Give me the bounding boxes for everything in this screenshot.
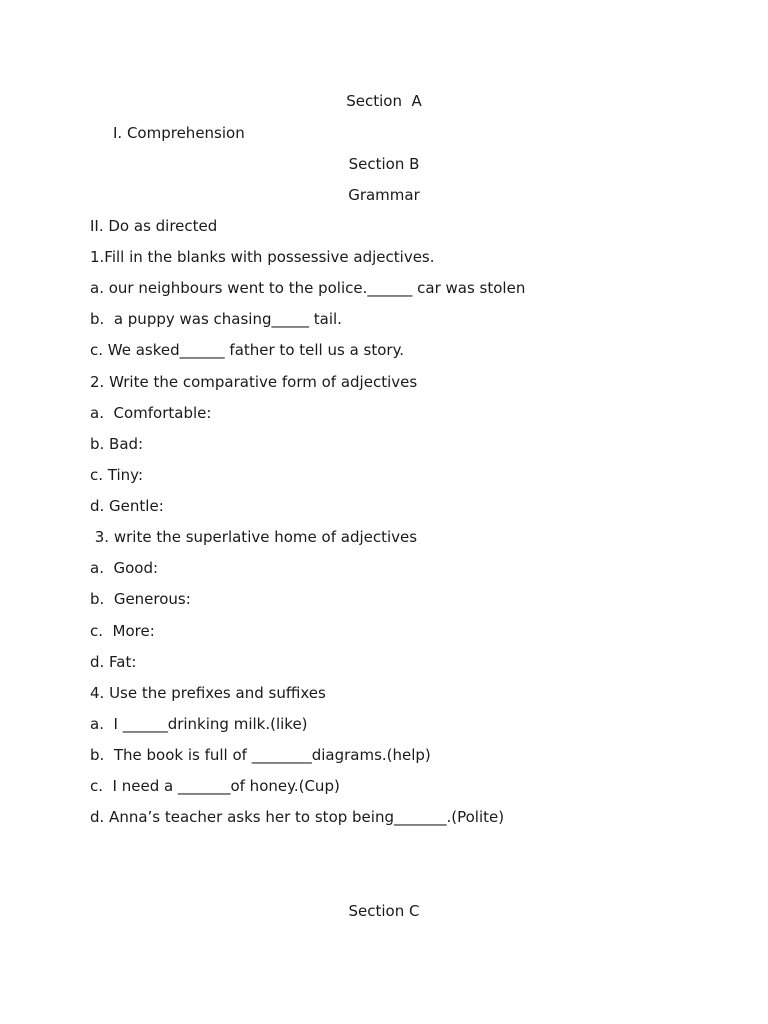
question-2-item-d: d. Gentle: bbox=[90, 497, 164, 515]
grammar-heading: Grammar bbox=[348, 186, 420, 204]
question-4-item-d: d. Anna’s teacher asks her to stop being_______.(Polite) bbox=[90, 808, 505, 826]
question-1-item-b: b. a puppy was chasing_____ tail. bbox=[90, 310, 342, 328]
question-2-title: 2. Write the comparative form of adjectives bbox=[90, 373, 418, 391]
section-c-heading: Section C bbox=[348, 902, 420, 920]
question-2-item-a: a. Comfortable: bbox=[90, 404, 212, 422]
question-2-item-c: c. Tiny: bbox=[90, 466, 143, 484]
question-1-title: 1.Fill in the blanks with possessive adjectives. bbox=[90, 248, 435, 266]
section-b-heading: Section B bbox=[348, 155, 420, 173]
question-3-item-c: c. More: bbox=[90, 622, 155, 640]
question-4-item-b: b. The book is full of ________diagrams.(help) bbox=[90, 746, 431, 764]
section-a-heading: Section A bbox=[346, 92, 422, 110]
question-2-item-b: b. Bad: bbox=[90, 435, 144, 453]
question-4-item-c: c. I need a _______of honey.(Cup) bbox=[90, 777, 340, 795]
question-3-item-b: b. Generous: bbox=[90, 590, 191, 608]
question-3-item-d: d. Fat: bbox=[90, 653, 137, 671]
question-1-item-c: c. We asked______ father to tell us a story. bbox=[90, 341, 405, 359]
comprehension-heading: I. Comprehension bbox=[113, 124, 245, 142]
question-1-item-a: a. our neighbours went to the police.______ car was stolen bbox=[90, 279, 526, 297]
do-as-directed-heading: II. Do as directed bbox=[90, 217, 218, 235]
question-4-title: 4. Use the prefixes and suffixes bbox=[90, 684, 326, 702]
question-3-title: 3. write the superlative home of adjectives bbox=[90, 528, 418, 546]
question-3-item-a: a. Good: bbox=[90, 559, 159, 577]
question-4-item-a: a. I ______drinking milk.(like) bbox=[90, 715, 308, 733]
